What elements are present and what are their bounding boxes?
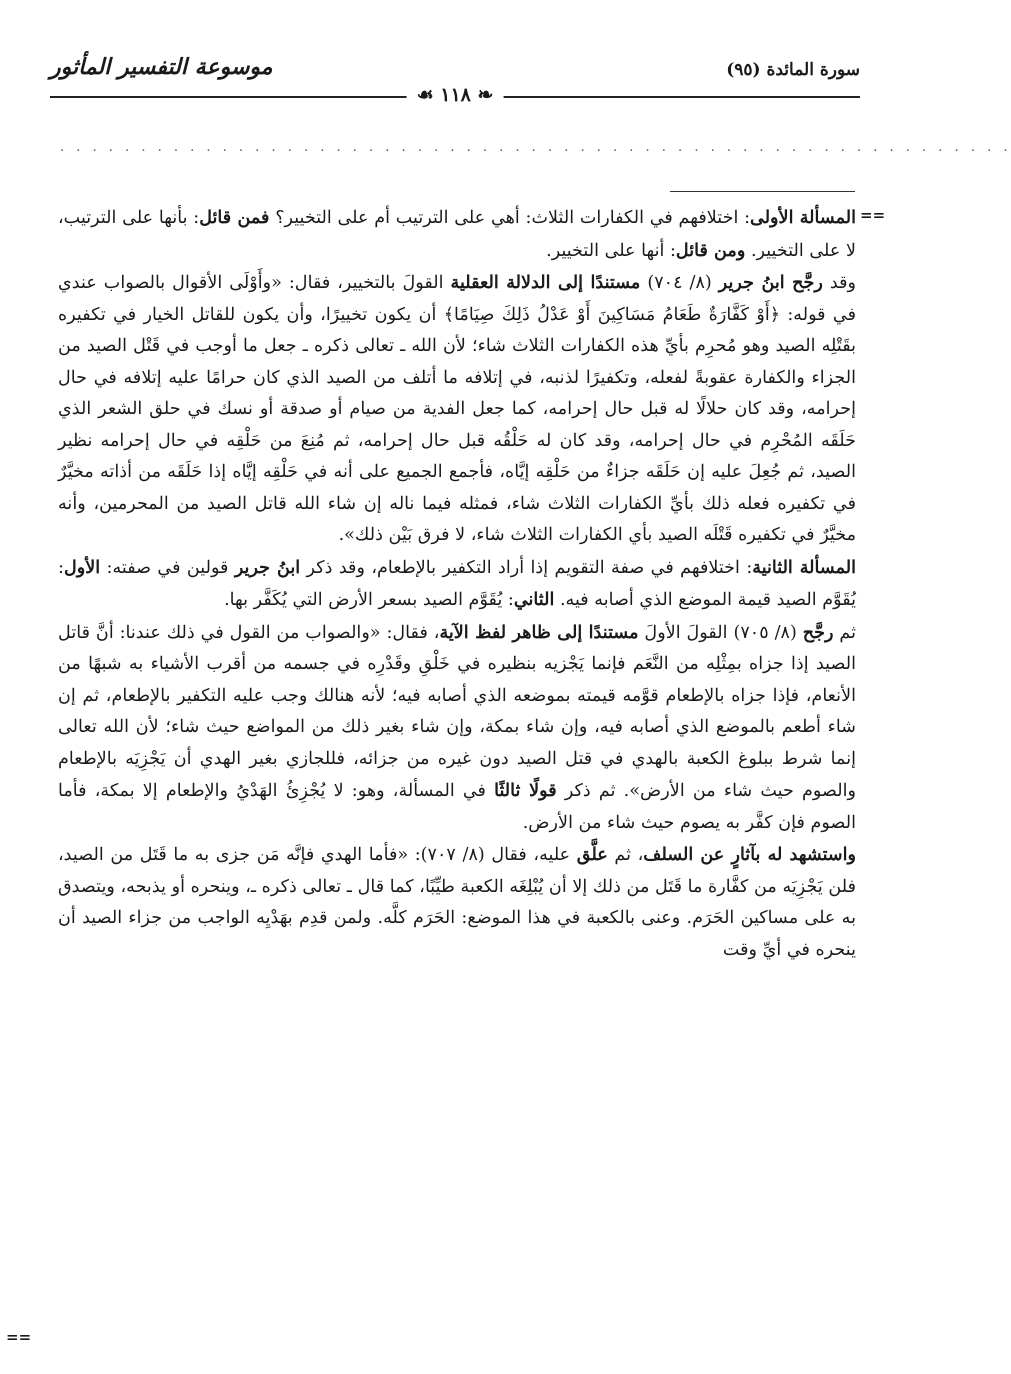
issue-one-text-3: : أنها على التخيير. xyxy=(546,240,676,261)
page-number-value: ١١٨ xyxy=(440,84,471,106)
continuation-marker-end: == xyxy=(6,1328,32,1346)
tarjih-quote: القولَ بالتخيير، فقال: «وأَوْلَى الأقوال بالصواب عندي في قوله: ﴿أَوْ كَفَّارَةٌ طَعَامُ مَسَاكِينَ أَوْ عَدْلُ ذَلِكَ صِيَامًا﴾ أن يكون تخييرًا، وأن يكون للقاتل الخيار في تكفيره بقَتْلِه الصيد وهو مُحرِم بأيِّ هذه الكفارات الثلاث شاء؛ لأن الله ـ تعالى ذكره ـ جعل ما أوجب في قَتْل الصيد من الجزاء والكفارة عقوبةً لفعله، وتكفيرًا لذنبه، في إتلافه ما أتلف من الصيد الذي كان حرامًا عليه إتلافه في حال إحرامه، وقد كان حلالًا له قبل حال إحرامه، كما جعل الفدية من صيام أو صدقة أو نسك في حلق الشعر الذي حَلَقَه المُحْرِم في حال إحرامه، وقد كان له حَلْقُه قبل حال إحرامه، ثم مُنِعَ من حَلْقِه في حال إحرامه نظير الصيد، ثم جُعِلَ عليه إن حَلَقَه جزاءٌ من حَلْقِه إيَّاه، فأجمع الجميع على أنه في حَلْقِه إيَّاه إذا حَلَقَه من أذاته مخيَّرٌ في تكفيره فعله ذلك بأيِّ الكفارات الثلاث شاء، فمثله فيما ناله إن شاء الله قاتل الصيد من المحرمين، وأنه مخيَّرٌ في تكفيره قَتْلَه الصيد بأي الكفارات الثلاث شاء، لا فرق بَيْن ذلك». xyxy=(58,273,856,545)
issue-two-label: المسألة الثانية xyxy=(752,556,857,578)
tarjih-author: رجَّح ابنُ جرير xyxy=(718,272,823,293)
tarjih-text-1: وقد xyxy=(829,273,857,293)
issue-one-opinion-b: ومن قائل xyxy=(675,239,746,261)
issue-one-label: المسألة الأولى xyxy=(750,207,857,228)
para5-evidence: واستشهد له بآثارٍ عن السلف xyxy=(643,844,857,865)
page-number: ❧ ١١٨ ☙ xyxy=(407,84,504,106)
issue-one xyxy=(58,202,856,267)
issue-two-text-2: قولين في صفته: xyxy=(106,557,229,578)
issue-two-second: الثاني xyxy=(513,589,555,610)
footnote-separator-dots: . . . . . . . . . . . . . . . . . . . . . . . . . . . . . . . . . . . . . . . . . . . . . . . . . . . . . . . . . . . xyxy=(60,140,1011,155)
para5-quote: عليه، فقال (٨/ ٧٠٧): «فأما الهدي فإنَّه مَن جزى به ما قَتَل من الصيد، فلن يَجْزِيَه من كفَّارة ما قَتَل من ذلك إلا أن يُبْلِغَه الكعبة طيِّبًا، كما قال ـ تعالى ذكره ـ، وينحره أو يذبحه، ويتصدق به على مساكين الحَرَم. وعنى بالكعبة في هذا الموضع: الحَرَم كلَّه. ولمن قدِم بهَدْيِه الواجب من جزاء الصيد أن ينحره في أيِّ وقت xyxy=(58,845,856,960)
evidence-paragraph xyxy=(58,839,856,966)
issue-two-text-3: : يُقَوَّم الصيد قيمة الموضع الذي أصابه فيه. xyxy=(58,557,856,610)
page-header xyxy=(50,50,860,110)
para4-basis: مستندًا إلى ظاهر لفظ الآية xyxy=(439,621,639,643)
para5-comment: علَّق xyxy=(576,844,608,865)
issue-two-text: : اختلافهم في صفة التقويم إذا أراد التكفير بالإطعام، وقد ذكر xyxy=(306,557,753,578)
para4-quote: ، فقال: «والصواب من القول في ذلك عندنا: أنَّ قاتل الصيد إذا جزاه بمِثْلِه من النَّعَم فإنما يَجْزيه بنظيره في خَلْقِ وقَدْرِه في جسمه من أقرب الأشياء به شبهًا من الأنعام، فإذا جزاه بالإطعام قوَّمه قيمته بموضعه الذي أصابه فيه؛ لأنه هنالك وجب عليه التكفير بالإطعام، ثم إن شاء أطعم بالموضع الذي أصابه فيه، وإن شاء بمكة، وإن شاء بغير ذلك من المواضع حيث شاء؛ لأن الله تعالى إنما شرط ببلوغ الكعبة بالهدي في قتل الصيد دون غيره من جزائه، فللجازي بغير الهدي أن يَجْزِيَه بالإطعام والصوم حيث شاء من الأرض». ثم ذكر xyxy=(58,622,857,801)
second-tarjih-paragraph xyxy=(58,617,856,840)
issue-two-author: ابنُ جرير xyxy=(234,556,301,578)
issue-two xyxy=(58,552,856,617)
para4-text-4: في المسألة، وهو: لا يُجْزِئُ الهَدْيُ والإطعام إلا بمكة، فأما الصوم فإن كفَّر به يصوم حيث شاء من الأرض. xyxy=(58,781,856,833)
issue-one-text: : اختلافهم في الكفارات الثلاث: أهي على الترتيب أم على التخيير؟ xyxy=(275,208,751,228)
para4-rajjah: رجَّح xyxy=(802,621,834,643)
issue-one-opinion-a: فمن قائل xyxy=(199,207,270,228)
issue-two-text-4: : يُقَوَّم الصيد بسعر الأرض التي يُكَفَّر بها. xyxy=(224,590,514,610)
book-title: موسوعة التفسير المأثور xyxy=(50,54,273,80)
para4-text-1: ثم xyxy=(839,622,856,643)
footnote-rule xyxy=(670,191,855,192)
tarjih-paragraph xyxy=(58,267,856,552)
issue-one-text-2: : بأنها على الترتيب، لا على التخيير. xyxy=(58,208,856,261)
issue-two-first: الأول xyxy=(63,556,101,578)
tarjih-basis: مستندًا إلى الدلالة العقلية xyxy=(450,272,641,293)
para4-third-opinion: قولًا ثالثًا xyxy=(494,780,557,801)
surah-label: سورة المائدة (٩٥) xyxy=(726,60,860,80)
footnote-body xyxy=(58,202,856,966)
para4-text-2: (٨/ ٧٠٥) القولَ الأولَ xyxy=(644,622,797,643)
tarjih-ref: (٨/ ٧٠٤) xyxy=(647,273,712,293)
para5-text-1: ، ثم xyxy=(614,845,644,865)
continuation-marker-start: == xyxy=(860,206,886,224)
